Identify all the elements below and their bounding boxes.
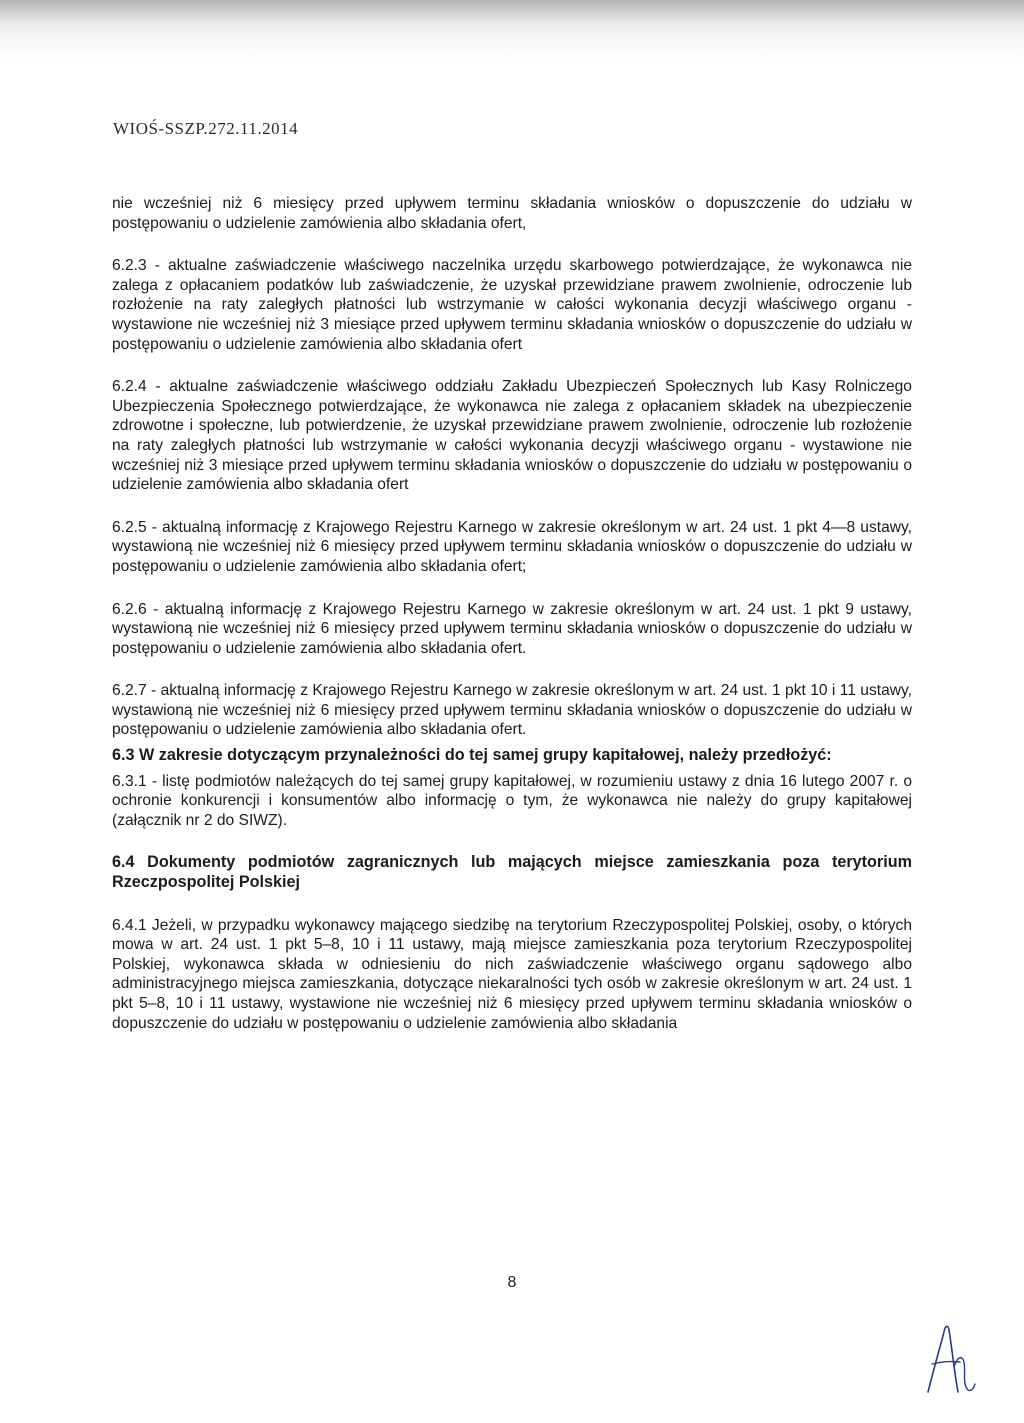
paragraph-6-4-1: 6.4.1 Jeżeli, w przypadku wykonawcy mającego siedzibę na terytorium Rzeczypospolitej Polskiej, osoby, o których mowa w art. 24 ust. 1 pkt 5–8, 10 i 11 ustawy, mają miejsce zamieszkania poza terytorium Rzeczypospolitej Polskiej, wykonawca składa w odniesieniu do nich zaświadczenie właściwego organu sądowego albo administracyjnego miejsca zamieszkania, dotyczące niekaralności tych osób w zakresie określonym w art. 24 ust. 1 pkt 5–8, 10 i 11 ustawy, wystawione nie wcześniej niż 6 miesięcy przed upływem terminu składania wniosków o dopuszczenie do udziału w postępowaniu o udzielenie zamówienia albo składania <box>112 916 912 1032</box>
document-body <box>112 194 912 1033</box>
paragraph-continuation: nie wcześniej niż 6 miesięcy przed upływem terminu składania wniosków o dopuszczenie do udziału w postępowaniu o udzielenie zamówienia albo składania ofert, <box>112 195 912 232</box>
section-heading-6-3: 6.3 W zakresie dotyczącym przynależności do tej samej grupy kapitałowej, należy przedłożyć: <box>112 746 832 765</box>
paragraph-6-2-4: 6.2.4 - aktualne zaświadczenie właściwego oddziału Zakładu Ubezpieczeń Społecznych lub Kasy Rolniczego Ubezpieczenia Społecznego potwierdzające, że wykonawca nie zalega z opłacaniem składek na ubezpieczenie zdrowotne i społeczne, lub potwierdzenie, że uzyskał przewidziane prawem zwolnienie, odroczenie lub rozłożenie na raty zaległych płatności lub wstrzymanie w całości wykonania decyzji właściwego organu - wystawione nie wcześniej niż 3 miesiące przed upływem terminu składania wniosków o dopuszczenie do udziału w postępowaniu o udzielenie zamówienia albo składania ofert <box>112 378 912 494</box>
document-reference: WIOŚ-SSZP.272.11.2014 <box>113 119 299 138</box>
paragraph-6-3-1: 6.3.1 - listę podmiotów należących do tej samej grupy kapitałowej, w rozumieniu ustawy z dnia 16 lutego 2007 r. o ochronie konkurencji i konsumentów albo informację o tym, że wykonawca nie należy do grupy kapitałowej (załącznik nr 2 do SIWZ). <box>112 772 912 829</box>
scan-edge-shadow <box>0 0 1024 60</box>
handwritten-initials-icon <box>918 1318 978 1398</box>
paragraph-6-2-3: 6.2.3 - aktualne zaświadczenie właściwego naczelnika urzędu skarbowego potwierdzające, że wykonawca nie zalega z opłacaniem podatków lub zaświadczenie, że uzyskał przewidziane prawem zwolnienie, odroczenie lub rozłożenie na raty zaległych płatności lub wstrzymanie w całości wykonania decyzji właściwego organu - wystawione nie wcześniej niż 3 miesiące przed upływem terminu składania wniosków o dopuszczenie do udziału w postępowaniu o udzielenie zamówienia albo składania ofert <box>112 257 912 353</box>
paragraph-6-2-7: 6.2.7 - aktualną informację z Krajowego Rejestru Karnego w zakresie określonym w art. 24 ust. 1 pkt 10 i 11 ustawy, wystawioną nie wcześniej niż 6 miesięcy przed upływem terminu składania wniosków o dopuszczenie do udziału w postępowaniu o udzielenie zamówienia albo składania ofert. <box>112 682 912 739</box>
paragraph-6-2-5: 6.2.5 - aktualną informację z Krajowego Rejestru Karnego w zakresie określonym w art. 24 ust. 1 pkt 4—8 ustawy, wystawioną nie wcześniej niż 6 miesięcy przed upływem terminu składania wniosków o dopuszczenie do udziału w postępowaniu o udzielenie zamówienia albo składania ofert; <box>112 518 912 575</box>
page-number: 8 <box>507 1274 517 1291</box>
section-heading-6-4: 6.4 Dokumenty podmiotów zagranicznych lub mających miejsce zamieszkania poza terytorium Rzeczpospolitej Polskiej <box>112 853 912 892</box>
paragraph-6-2-6: 6.2.6 - aktualną informację z Krajowego Rejestru Karnego w zakresie określonym w art. 24 ust. 1 pkt 9 ustawy, wystawioną nie wcześniej niż 6 miesięcy przed upływem terminu składania wniosków o dopuszczenie do udziału w postępowaniu o udzielenie zamówienia albo składania ofert. <box>112 600 912 657</box>
